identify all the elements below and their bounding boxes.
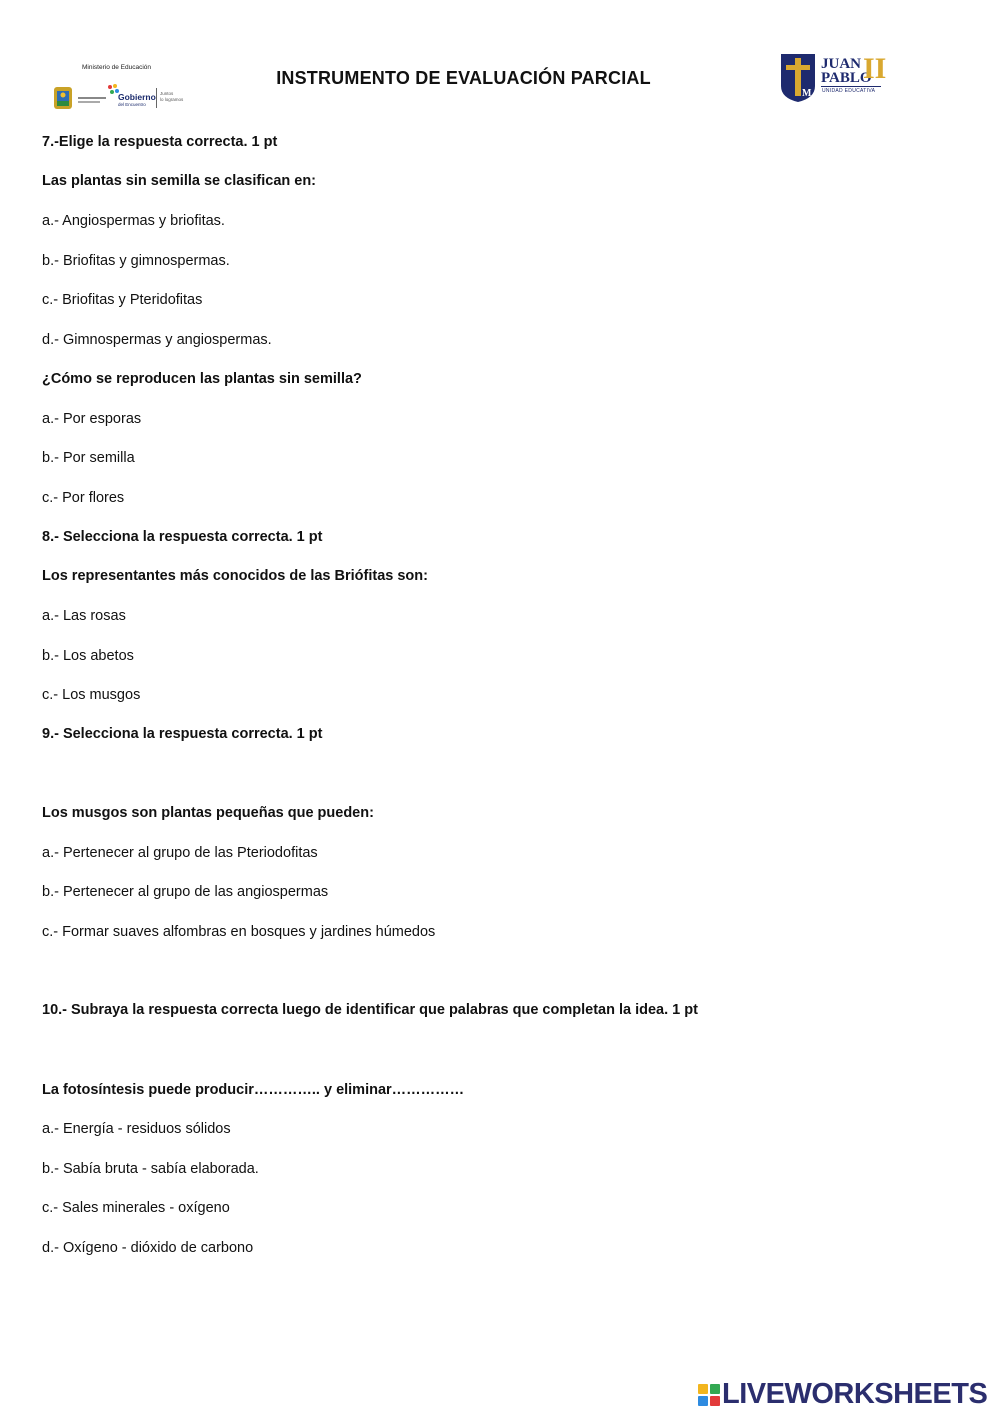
q10-option-a: a.- Energía - residuos sólidos (42, 1121, 231, 1137)
school-shield-icon (779, 52, 817, 104)
q7-prompt-1: Las plantas sin semilla se clasifican en: (42, 173, 317, 189)
q9-option-c: c.- Formar suaves alfombras en bosques y jardines húmedos (42, 924, 436, 940)
svg-text:M: M (802, 88, 812, 99)
q8-option-a: a.- Las rosas (42, 608, 126, 624)
q7-prompt-2: ¿Cómo se reproducen las plantas sin semilla? (42, 371, 362, 387)
q8-option-c: c.- Los musgos (42, 687, 141, 703)
government-subtitle: del Encuentro (118, 102, 146, 107)
liveworksheets-logo-icon (698, 1384, 720, 1406)
q10-option-b: b.- Sabía bruta - sabía elaborada. (42, 1161, 259, 1177)
school-name-line-1: JUAN (821, 56, 861, 72)
q7-2-option-a: a.- Por esporas (42, 411, 142, 427)
page-title: INSTRUMENTO DE EVALUACIÓN PARCIAL (276, 68, 651, 88)
watermark-text: LIVEWORKSHEETS (722, 1378, 988, 1410)
school-name-line-2: PABLO (821, 70, 872, 86)
q9-option-b: b.- Pertenecer al grupo de las angiospermas (42, 884, 329, 900)
q9-option-a: a.- Pertenecer al grupo de las Pteriodofitas (42, 845, 318, 861)
school-numeral: II (863, 52, 887, 85)
q10-option-d: d.- Oxígeno - dióxido de carbono (42, 1240, 254, 1256)
logo-divider (156, 88, 157, 108)
q8-prompt: Los representantes más conocidos de las Briófitas son: (42, 568, 428, 584)
slogan-line-2: lo logramos (160, 97, 184, 102)
q8-option-b: b.- Los abetos (42, 648, 134, 664)
government-word: Gobierno (118, 92, 156, 102)
q7-heading: 7.-Elige la respuesta correcta. 1 pt (42, 134, 278, 150)
q9-prompt: Los musgos son plantas pequeñas que pueden: (42, 805, 374, 821)
q10-prompt: La fotosíntesis puede producir………….. y eliminar…………… (42, 1082, 465, 1098)
slogan-line-1: Juntos (160, 91, 174, 96)
school-logo-rule (821, 86, 881, 87)
q7-2-option-b: b.- Por semilla (42, 450, 135, 466)
slogan (160, 91, 183, 103)
school-subtitle: UNIDAD EDUCATIVA (822, 88, 876, 94)
q9-heading: 9.- Selecciona la respuesta correcta. 1 pt (42, 726, 323, 742)
q7-option-a: a.- Angiospermas y briofitas. (42, 213, 225, 229)
q7-2-option-c: c.- Por flores (42, 490, 125, 506)
q10-option-c: c.- Sales minerales - oxígeno (42, 1200, 230, 1216)
q7-option-c: c.- Briofitas y Pteridofitas (42, 292, 203, 308)
q7-option-b: b.- Briofitas y gimnospermas. (42, 253, 230, 269)
q8-heading: 8.- Selecciona la respuesta correcta. 1 pt (42, 529, 323, 545)
ministry-label: Ministerio de Educación (82, 64, 152, 71)
presidency-logo-icon (78, 95, 108, 107)
q10-heading: 10.- Subraya la respuesta correcta luego de identificar que palabras que completan la idea. 1 pt (42, 1002, 698, 1018)
q7-option-d: d.- Gimnospermas y angiospermas. (42, 332, 272, 348)
